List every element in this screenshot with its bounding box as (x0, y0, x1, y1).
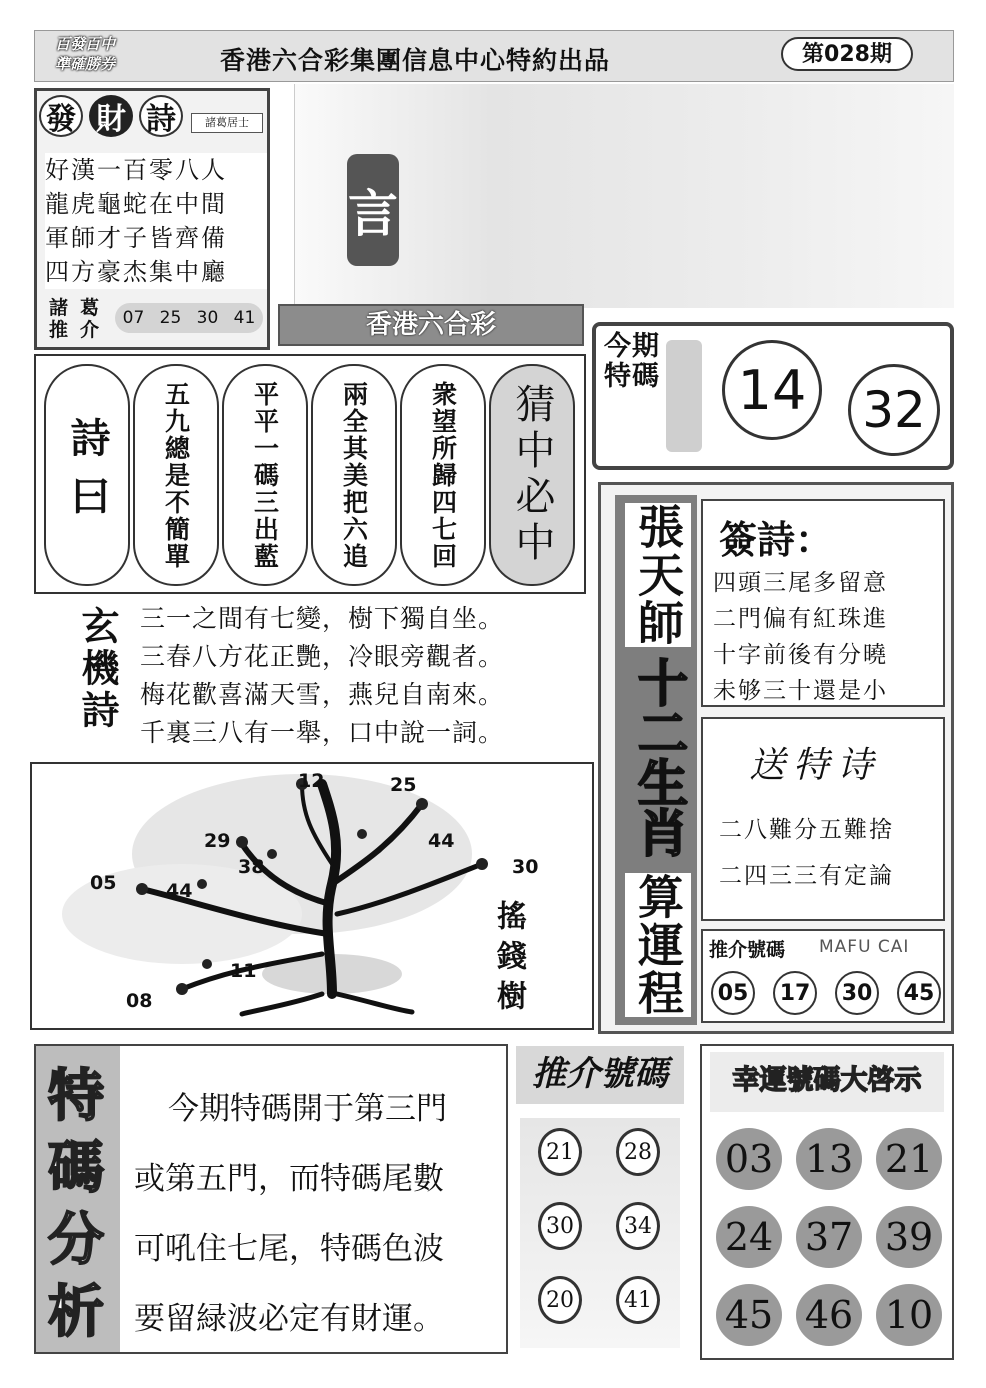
sign-poem-title: 簽詩： (719, 517, 834, 562)
zhang-title-mid: 十二生肖 (630, 657, 689, 857)
poem-columns-box (34, 354, 586, 594)
zhang-section (598, 482, 954, 1034)
analysis-box (34, 1044, 508, 1354)
mafu-brand: MAFU CAI (819, 937, 910, 957)
money-tree-box (30, 762, 594, 1030)
fortune-number: 30 (196, 308, 219, 328)
analysis-line: 可吼住七尾，特碼色波 (134, 1231, 444, 1267)
tree-number: 12 (298, 770, 325, 792)
hk-label-bar: 香港六合彩 (278, 304, 584, 346)
sign-poem-line: 十字前後有分曉 (713, 642, 888, 668)
sign-poem-line: 未够三十還是小 (713, 678, 888, 704)
poem-column (400, 364, 486, 586)
poem-column-text: 五九總是不簡單 (161, 380, 191, 570)
special-today-icon-bg (666, 340, 702, 452)
mystic-line: 千裏三八有一舉，口中說一詞。 (140, 718, 505, 747)
recommend-number: 41 (616, 1276, 660, 1324)
analysis-title-char: 分 (48, 1207, 104, 1273)
fortune-title-char: 詩 (139, 95, 183, 137)
banner-image (294, 84, 954, 308)
fortune-line: 龍虎龜蛇在中間 (45, 190, 227, 218)
fortune-numbers (115, 303, 263, 333)
lucky-title: 幸運號碼大啓示 (710, 1052, 944, 1112)
special-poem-box (701, 717, 945, 921)
fortune-line: 軍師才子皆齊備 (45, 224, 227, 252)
recommend-number: 34 (616, 1202, 660, 1250)
mafu-recommend-box (701, 929, 945, 1023)
fortune-line: 四方豪杰集中廳 (45, 258, 227, 286)
header-bar (34, 30, 954, 82)
fortune-poem-box (34, 88, 270, 350)
recommend-number: 30 (538, 1202, 582, 1250)
analysis-title-char: 碼 (48, 1135, 104, 1201)
mystic-line: 梅花歡喜滿天雪，燕兒自南來。 (140, 680, 505, 709)
mystic-poem-lines (140, 600, 590, 752)
header-logo: 百發百中 準確勝券 (55, 35, 116, 73)
lucky-box (700, 1044, 954, 1360)
special-poem-lines (719, 807, 894, 899)
fortune-poem-title (39, 95, 189, 137)
lucky-number: 10 (876, 1284, 942, 1346)
poem-column-guess (489, 364, 575, 586)
mafu-recommend-label: 推介號碼 (709, 939, 786, 961)
lucky-number: 37 (796, 1206, 862, 1268)
issue-number: 第028期 (781, 37, 913, 71)
poem-column (311, 364, 397, 586)
poem-column-text: 兩全其美把六追 (339, 380, 369, 570)
poem-column-text: 平平一碼三出藍 (250, 380, 280, 570)
fortune-number: 07 (122, 308, 145, 328)
lucky-number: 45 (716, 1284, 782, 1346)
analysis-line: 今期特碼開于第三門 (168, 1091, 447, 1127)
mafu-number: 30 (835, 971, 879, 1015)
poem-column (133, 364, 219, 586)
mafu-number: 17 (773, 971, 817, 1015)
tree-number: 44 (166, 880, 193, 902)
mystic-poem-section (34, 596, 590, 756)
tree-number: 44 (428, 830, 455, 852)
tree-number: 25 (390, 774, 417, 796)
money-tree-label: 搖錢樹 (491, 900, 526, 1020)
mystic-line: 三一之間有七變，樹下獨自坐。 (140, 604, 505, 633)
poem-column (222, 364, 308, 586)
analysis-title-char: 特 (48, 1063, 104, 1129)
special-today-label: 今期特碼 (604, 331, 660, 392)
tree-number: 08 (126, 990, 153, 1012)
mafu-number: 45 (897, 971, 941, 1015)
mystic-poem-title: 玄機詩 (75, 606, 120, 732)
recommend-number: 20 (538, 1276, 582, 1324)
analysis-lines (134, 1074, 504, 1354)
special-poem-line: 二八難分五難捨 (719, 817, 894, 843)
tree-number: 30 (512, 856, 539, 878)
zhang-title-column (615, 495, 697, 1025)
fortune-recommend-label: 諸葛 推介 (49, 297, 112, 341)
lucky-number: 21 (876, 1128, 942, 1190)
analysis-title-char: 析 (48, 1279, 104, 1345)
lucky-number: 24 (716, 1206, 782, 1268)
lucky-number: 13 (796, 1128, 862, 1190)
zhang-title-bot: 算運程 (625, 873, 691, 1017)
fortune-author: 諸葛居士 (191, 113, 263, 133)
lucky-grid (716, 1128, 942, 1352)
poem-column-title (44, 364, 130, 586)
tree-number: 05 (90, 872, 117, 894)
mafu-numbers (711, 971, 941, 1015)
recommend-grid (520, 1118, 680, 1348)
analysis-title-column (36, 1046, 120, 1352)
recommend-box (514, 1044, 686, 1354)
lucky-number: 46 (796, 1284, 862, 1346)
tree-number: 38 (238, 856, 265, 878)
zhang-title-top: 張天師 (625, 503, 691, 647)
special-poem-line: 二四三三有定論 (719, 863, 894, 889)
tree-number: 11 (230, 960, 257, 982)
sign-poem-lines (713, 565, 888, 709)
fortune-lines (45, 153, 267, 289)
analysis-line: 要留緑波必定有財運。 (134, 1301, 444, 1337)
banner-icon: 言 (347, 154, 399, 266)
fortune-title-char: 財 (89, 95, 133, 137)
sign-poem-line: 二門偏有紅珠進 (713, 606, 888, 632)
special-number: 32 (848, 364, 940, 456)
fortune-line: 好漢一百零八人 (45, 156, 227, 184)
fortune-number: 25 (159, 308, 182, 328)
sign-poem-line: 四頭三尾多留意 (713, 570, 888, 596)
analysis-line: 或第五門，而特碼尾數 (134, 1161, 444, 1197)
sign-poem-box (701, 499, 945, 707)
tree-number: 29 (204, 830, 231, 852)
mystic-line: 三春八方花正艷，冷眼旁觀者。 (140, 642, 505, 671)
header-title: 香港六合彩集團信息中心特約出品 (220, 46, 611, 75)
lucky-number: 39 (876, 1206, 942, 1268)
fortune-number: 41 (233, 308, 256, 328)
recommend-number: 21 (538, 1128, 582, 1176)
poem-column-text: 詩曰 (64, 417, 111, 533)
special-number: 14 (722, 340, 822, 440)
mafu-number: 05 (711, 971, 755, 1015)
recommend-number: 28 (616, 1128, 660, 1176)
recommend-title: 推介號碼 (516, 1046, 684, 1104)
special-poem-title: 送特诗 (749, 745, 882, 786)
poem-column-text: 猜中必中 (509, 383, 555, 567)
fortune-title-char: 發 (39, 95, 83, 137)
special-today-box (592, 322, 954, 470)
lucky-number: 03 (716, 1128, 782, 1190)
poem-column-text: 衆望所歸四七回 (428, 380, 458, 570)
